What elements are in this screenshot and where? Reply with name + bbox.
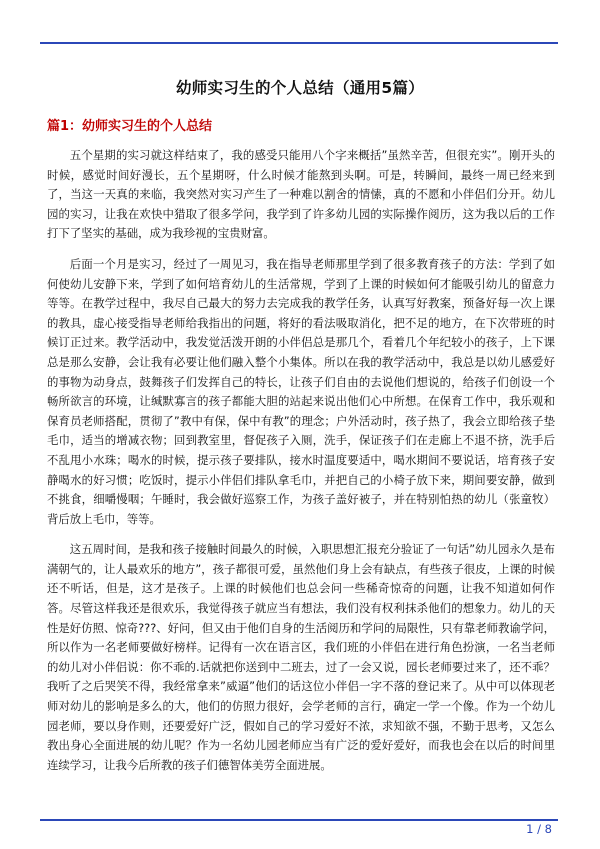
footer-rule xyxy=(40,819,558,821)
header-rule xyxy=(40,42,558,44)
paragraph: 这五周时间，是我和孩子接触时间最久的时候，入职思想汇报充分验证了一句话”幼儿园永久是布满朝气的，让人最欢乐的地方”，孩子都很可爱，虽然他们身上会有缺点，有些孩子很皮，上课的时候还不听话，但是，这才是孩子。上课的时候他们也总会问一些稀奇惊奇的问题，让我不知道如何作答。尽管这样我还是很欢乐，我觉得孩子就应当有想法，我们没有权利抹杀他们的想象力。幼儿的天性是好仿照、惊奇???、好问，但又由于他们自身的生活阅历和学问的局限性，只有靠老师教谕学问，所以作为一名老师要做好榜样。记得有一次在语言区，我们班的小伴侣在进行角色扮演，一名当老师的幼儿对小伴侣说：你不乖的.话就把你送到中二班去，过了一会又说，园长老师要过来了，还不乖？我听了之后哭笑不得，我经常拿来”威逼”他们的话这位小伴侣一字不落的登记来了。从中可以体现老师对幼儿的影响是多么的大，他们的仿照力很好，会学老师的言行，确定一学一个像。作为一个幼儿园老师，要以身作则，还要爱好广泛，假如自己的学习爱好不浓，求知欲不强，不勤于思考，又怎么教出身心全面进展的幼儿呢？作为一名幼儿园老师应当有广泛的爱好爱好，而我也会在以后的时间里连续学习，让我今后所教的孩子们德智体美劳全面进展。 xyxy=(47,542,555,772)
article-body xyxy=(47,146,555,786)
page-number: 1 / 8 xyxy=(526,822,552,836)
paragraph: 五个星期的实习就这样结束了，我的感受只能用八个字来概括”虽然辛苦，但很充实”。刚开头的时候，感觉时间好漫长，五个星期呀，什么时候才能熬到头啊。可是，转瞬间，最终一周已经来到了，当这一天真的来临，我突然对实习产生了一种难以割舍的情愫，真的不愿和小伴侣们分开。幼儿园的实习，让我在欢快中猎取了很多学问，我学到了许多幼儿园的实际操作阅历，这为我以后的工作打下了坚实的基础，成为我珍视的宝贵财富。 xyxy=(47,148,555,241)
section-heading: 篇1：幼师实习生的个人总结 xyxy=(47,119,213,134)
paragraph: 后面一个月是实习，经过了一周见习，我在指导老师那里学到了很多教育孩子的方法：学到了如何使幼儿安静下来，学到了如何培育幼儿的生活常规，学到了上课的时候如何才能吸引幼儿的留意力等等。在教学过程中，我尽自己最大的努力去完成我的教学任务，认真写好教案，预备好每一次上课的教具，虚心接受指导老师给我指出的问题，将好的看法吸取消化，把不足的地方，在下次带班的时候订正过来。教学活动中，我发觉活泼开朗的小伴侣总是那几个，看着几个年纪较小的孩子，上下课总是那么安静，会让我有必要让他们融入整个小集体。所以在我的教学活动中，我总是以幼儿感爱好的事物为动身点，鼓舞孩子们发挥自己的特长，让孩子们自由的去说他们想说的，给孩子们创设一个畅所欲言的环境，让缄默寡言的孩子都能大胆的站起来说出他们心中所想。在保育工作中，我乐观和保育员老师搭配，贯彻了”教中有保，保中有教”的理念；户外活动时，孩子热了，我会立即给孩子垫毛巾，适当的增减衣物；回到教室里，督促孩子入厕，洗手，保证孩子们在走廊上不退不挤，洗手后不乱甩小水珠；喝水的时候，提示孩子要排队，接水时温度要适中，喝水期间不要说话，培育孩子安静喝水的好习惯；吃饭时，提示小伴侣们排队拿毛巾，并把自己的小椅子放下来，期间要安静，做到不挑食，细嚼慢咽；午睡时，我会做好巡察工作，为孩子盖好被子，并在特别怕热的幼儿（张童牧）背后放上毛巾，等等。 xyxy=(47,256,555,526)
document-title: 幼师实习生的个人总结（通用5篇） xyxy=(175,79,425,97)
